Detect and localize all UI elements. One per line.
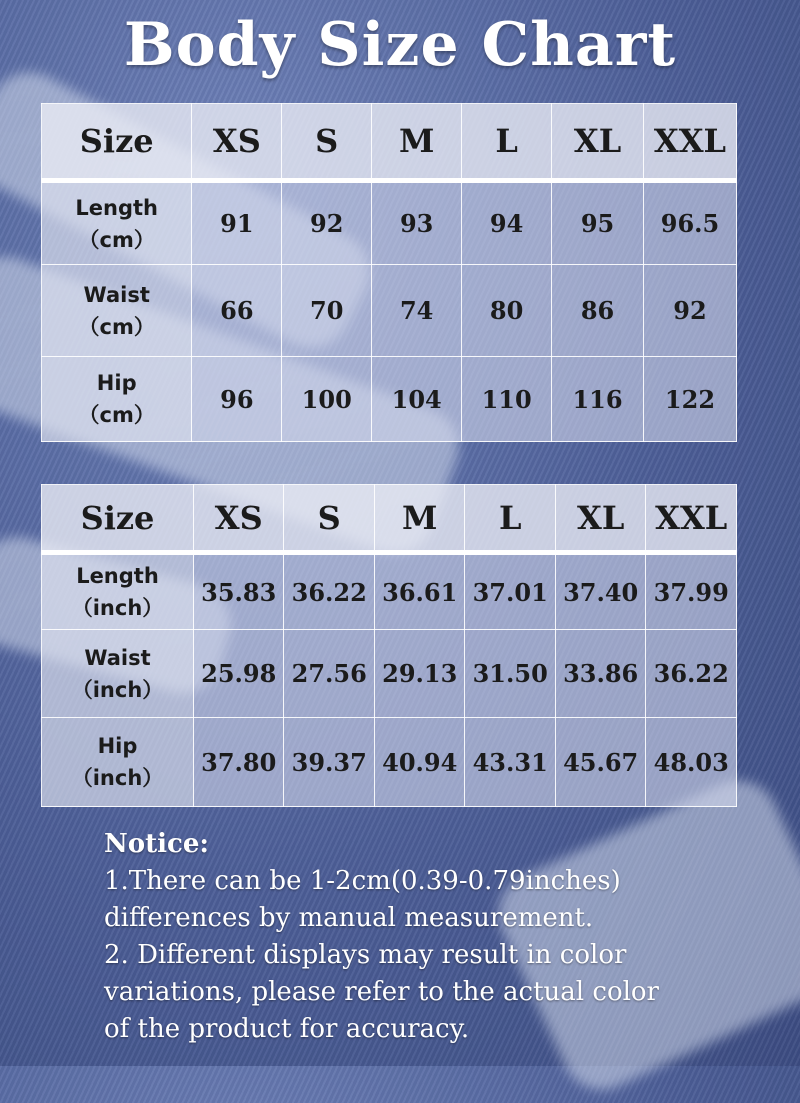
value-cell: 96.5 xyxy=(643,181,736,265)
value-cell: 122 xyxy=(643,357,736,442)
table-row xyxy=(42,265,737,357)
value-cell: 35.83 xyxy=(194,553,284,630)
value-cell: 37.40 xyxy=(555,553,645,630)
notice-line: of the product for accuracy. xyxy=(104,1014,470,1044)
value-cell: 74 xyxy=(372,265,462,357)
header-cell: L xyxy=(465,485,555,553)
table-row xyxy=(42,181,737,265)
value-cell: 48.03 xyxy=(646,718,737,807)
table-row xyxy=(42,718,737,807)
header-cell: XXL xyxy=(643,104,736,181)
row-label: Length （inch） xyxy=(42,553,194,630)
header-cell: M xyxy=(372,104,462,181)
row-label: Length （cm） xyxy=(42,181,192,265)
value-cell: 29.13 xyxy=(374,630,464,718)
value-cell: 66 xyxy=(192,265,282,357)
header-cell: Size xyxy=(42,104,192,181)
value-cell: 93 xyxy=(372,181,462,265)
value-cell: 96 xyxy=(192,357,282,442)
value-cell: 94 xyxy=(462,181,552,265)
header-cell: S xyxy=(282,104,372,181)
value-cell: 36.22 xyxy=(646,630,737,718)
value-cell: 40.94 xyxy=(374,718,464,807)
notice-line: differences by manual measurement. xyxy=(104,903,594,933)
value-cell: 43.31 xyxy=(465,718,555,807)
value-cell: 36.61 xyxy=(374,553,464,630)
value-cell: 39.37 xyxy=(284,718,374,807)
table-row xyxy=(42,553,737,630)
notice-line: 2. Different displays may result in color xyxy=(104,940,627,970)
value-cell: 33.86 xyxy=(555,630,645,718)
row-label: Waist （cm） xyxy=(42,265,192,357)
value-cell: 91 xyxy=(192,181,282,265)
header-cell: S xyxy=(284,485,374,553)
header-cell: XL xyxy=(555,485,645,553)
value-cell: 37.01 xyxy=(465,553,555,630)
value-cell: 25.98 xyxy=(194,630,284,718)
table-header-row xyxy=(42,485,737,553)
notice-line: variations, please refer to the actual color xyxy=(104,977,659,1007)
value-cell: 95 xyxy=(552,181,644,265)
header-cell: Size xyxy=(42,485,194,553)
notice-block xyxy=(104,826,704,1048)
header-cell: L xyxy=(462,104,552,181)
value-cell: 100 xyxy=(282,357,372,442)
table-row xyxy=(42,630,737,718)
value-cell: 116 xyxy=(552,357,644,442)
value-cell: 110 xyxy=(462,357,552,442)
table-row xyxy=(42,357,737,442)
row-label: Hip （inch） xyxy=(42,718,194,807)
page-title: Body Size Chart xyxy=(123,10,677,80)
header-cell: M xyxy=(374,485,464,553)
value-cell: 86 xyxy=(552,265,644,357)
size-table-cm xyxy=(41,103,737,442)
row-label: Hip （cm） xyxy=(42,357,192,442)
header-cell: XXL xyxy=(646,485,737,553)
value-cell: 45.67 xyxy=(555,718,645,807)
value-cell: 104 xyxy=(372,357,462,442)
value-cell: 92 xyxy=(282,181,372,265)
value-cell: 80 xyxy=(462,265,552,357)
table-header-row xyxy=(42,104,737,181)
notice-line: 1.There can be 1-2cm(0.39-0.79inches) xyxy=(104,866,621,896)
value-cell: 92 xyxy=(643,265,736,357)
value-cell: 70 xyxy=(282,265,372,357)
header-cell: XL xyxy=(552,104,644,181)
value-cell: 37.80 xyxy=(194,718,284,807)
value-cell: 37.99 xyxy=(646,553,737,630)
header-cell: XS xyxy=(192,104,282,181)
value-cell: 27.56 xyxy=(284,630,374,718)
value-cell: 31.50 xyxy=(465,630,555,718)
value-cell: 36.22 xyxy=(284,553,374,630)
size-table-inch xyxy=(41,484,737,807)
notice-heading: Notice: xyxy=(104,829,209,859)
row-label: Waist （inch） xyxy=(42,630,194,718)
header-cell: XS xyxy=(194,485,284,553)
